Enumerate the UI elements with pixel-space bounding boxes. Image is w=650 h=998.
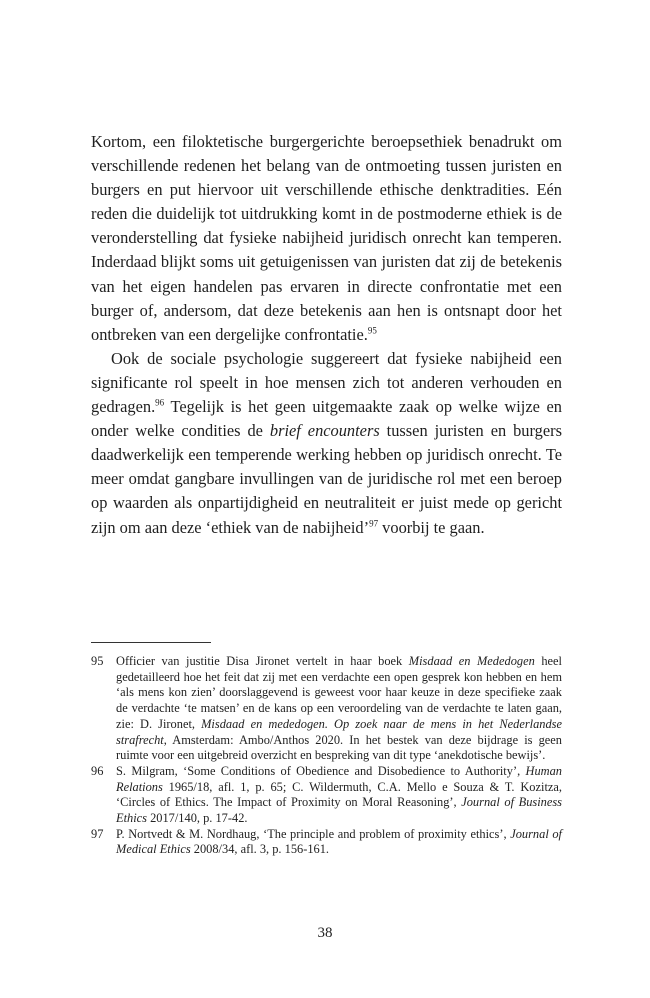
footnote-number: 97	[91, 826, 104, 841]
paragraph-2-italic: brief encounters	[269, 421, 380, 441]
footnotes	[91, 654, 562, 858]
footnote-ref-97[interactable]: 97	[369, 518, 379, 529]
paragraph-1-text: Kortom, een filoktetische burgergerichte beroepsethiek benadrukt om verschillende redenen het belang van de ontmoeting tussen juristen en burgers en put hiervoor uit verschillende ethische denktradities. Eén reden die duidelijk tot uitdrukking komt in de postmoderne ethiek is de veronderstelling dat fysieke nabijheid juridisch onrecht kan temperen. Inderdaad blijkt soms uit getuigenissen van juristen dat zij de betekenis van het eigen handelen pas ervaren in directe confrontatie met een burger of, andersom, dat deze betekenis aan hen is ontsnapt door het ontbreken van een dergelijke confrontatie.	[91, 132, 562, 344]
footnote-text: S. Milgram, ‘Some Conditions of Obedience and Disobedience to Authority’, Human Relations 1965/18, afl. 1, p. 65; C. Wildermuth, C.A. Mello e Souza & T. Kozitza, ‘Circles of Ethics. The Impact of Proximity on Moral Reasoning’, Journal of Business Ethics 2017/140, p. 17-42.	[116, 763, 563, 826]
main-text	[91, 130, 562, 540]
footnote-96	[91, 764, 562, 827]
footnote-text: P. Nortvedt & M. Nordhaug, ‘The principle and problem of proximity ethics’, Journal of Medical Ethics 2008/34, afl. 3, p. 156-161.	[116, 826, 563, 857]
paragraph-2-text-d: voorbij te gaan.	[378, 517, 485, 537]
footnote-95	[91, 654, 562, 764]
paragraph-2-text-a: Ook de sociale psychologie suggereert dat fysieke nabijheid een significante rol speelt in hoe mensen zich tot anderen verhouden en gedragen.	[91, 348, 562, 417]
footnote-ref-95[interactable]: 95	[367, 325, 377, 336]
footnote-separator	[91, 642, 211, 643]
footnote-ref-96[interactable]: 96	[155, 397, 165, 408]
footnote-text: Officier van justitie Disa Jironet vertelt in haar boek Misdaad en Mededogen heel gedetailleerd hoe het feit dat zij met een verdachte een open gesprek kon hebben en hem ‘als mens kon zien’ doorslaggevend is geweest voor haar keuze in deze specifieke zaak de verdachte ‘te matsen’ en de kans op een veroordeling van de verdachte te laten gaan, zie: D. Jironet, Misdaad en mededogen. Op zoek naar de mens in het Nederlandse strafrecht, Amsterdam: Ambo/Anthos 2020. In het bestek van deze bijdrage is geen ruimte voor een uitgebreid overzicht en bespreking van dit type ‘anekdotische bewijs’.	[116, 654, 562, 763]
footnote-number: 95	[91, 654, 104, 668]
footnote-number: 96	[91, 763, 104, 778]
paragraph-2-text-c: tussen juristen en burgers daadwerkelijk een temperende werking hebben op juridisch onrecht. Te meer omdat gangbare invullingen van de juridische rol met een beroep op waarden als onpartijdigheid en neutraliteit er juist mede op gericht zijn om aan deze ‘ethiek van de nabijheid’	[91, 421, 562, 537]
paragraph-2	[91, 347, 562, 540]
page-number: 38	[317, 925, 333, 941]
paragraph-2-text-b: Tegelijk is het geen uitgemaakte zaak op welke wijze en onder welke condities de	[91, 397, 562, 441]
footnote-97	[91, 827, 562, 858]
paragraph-1	[91, 130, 562, 347]
